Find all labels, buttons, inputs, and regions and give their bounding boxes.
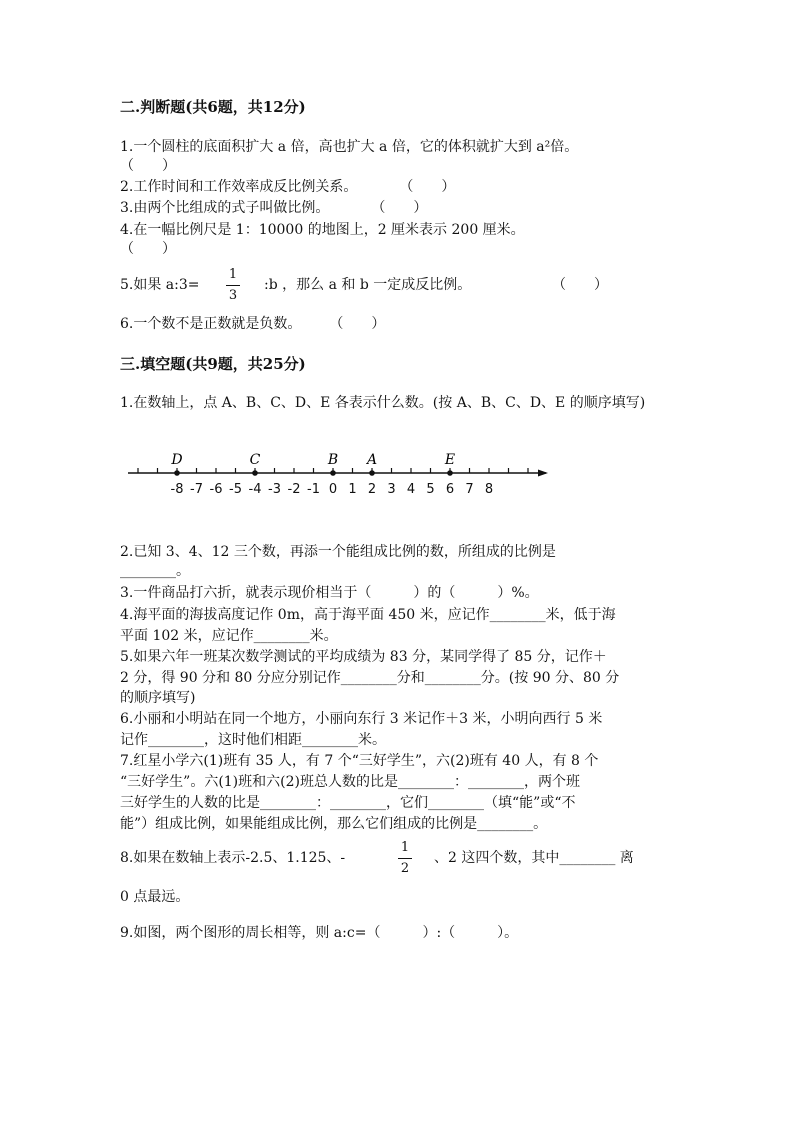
- fill-q4-line2: 平面 102 米，应记作________米。: [120, 628, 338, 644]
- point-e: [447, 470, 453, 476]
- judge-q3: 3.由两个比组成的式子叫做比例。 （ ）: [120, 200, 428, 216]
- judge-q5-suffix: :b ，那么 a 和 b 一定成反比例。: [264, 277, 472, 293]
- tick-label: 7: [465, 482, 474, 497]
- tick-label: -5: [229, 482, 242, 497]
- fraction-denominator: 3: [228, 288, 238, 303]
- fill-q2-line1: 2.已知 3、4、12 三个数，再添一个能组成比例的数，所组成的比例是: [120, 544, 556, 560]
- judge-q4-line1: 4.在一幅比例尺是 1：10000 的地图上，2 厘米表示 200 厘米。: [120, 222, 525, 238]
- fill-q1: 1.在数轴上，点 A、B、C、D、E 各表示什么数。(按 A、B、C、D、E 的顺序填写): [120, 395, 646, 411]
- fraction-numerator: 1: [400, 840, 410, 855]
- fraction-bar: [226, 285, 240, 286]
- judge-q2: 2.工作时间和工作效率成反比例关系。 （ ）: [120, 179, 456, 195]
- tick-label: 8: [484, 482, 494, 497]
- tick-label: 6: [445, 482, 455, 497]
- judge-q6: 6.一个数不是正数就是负数。 （ ）: [120, 316, 386, 332]
- tick-label: 4: [406, 482, 416, 497]
- point-label-d: D: [171, 452, 183, 468]
- section-2-title: 二.判断题(共6题，共12分): [120, 98, 306, 116]
- judge-q5-prefix: 5.如果 a:3=: [120, 277, 200, 293]
- number-line-arrow: [538, 470, 548, 477]
- fraction-bar: [398, 858, 412, 859]
- fill-q6-line2: 记作________，这时他们相距________米。: [120, 732, 386, 748]
- fraction-numerator: 1: [228, 267, 238, 282]
- fill-q8-suffix: 、2 这四个数，其中________ 离: [434, 850, 634, 866]
- judge-q1-answer-paren[interactable]: （ ）: [120, 158, 176, 174]
- fraction-denominator: 2: [400, 861, 410, 876]
- tick-label: -6: [209, 482, 223, 497]
- fill-q5-line3: 的顺序填写): [120, 690, 196, 706]
- point-label-a: A: [366, 452, 378, 468]
- point-label-b: B: [327, 452, 339, 468]
- fill-q5-line1: 5.如果六年一班某次数学测试的平均成绩为 83 分，某同学得了 85 分，记作＋: [120, 649, 607, 665]
- fill-q5-line2: 2 分，得 90 分和 80 分应分别记作________分和________分。(按 90 分、80 分: [120, 670, 620, 686]
- tick-label: 1: [348, 482, 357, 497]
- tick-label: -1: [307, 482, 320, 497]
- tick-label: -8: [170, 482, 184, 497]
- point-a: [369, 470, 375, 476]
- fill-q7-line2: “三好学生”。六(1)班和六(2)班总人数的比是________：________，两个班: [120, 774, 580, 790]
- point-label-e: E: [444, 452, 456, 468]
- tick-label: 5: [426, 482, 435, 497]
- fill-q9: 9.如图，两个图形的周长相等，则 a:c=（ ）:（ ）。: [120, 925, 519, 941]
- point-b: [330, 470, 336, 476]
- fill-q2-blank[interactable]: ________。: [120, 563, 190, 579]
- point-label-c: C: [249, 452, 261, 468]
- tick-label: -7: [190, 482, 203, 497]
- tick-label: -4: [248, 482, 262, 497]
- fill-q8-fraction: [398, 841, 412, 876]
- fill-q7-line4: 能”）组成比例，如果能组成比例，那么它们组成的比例是________。: [120, 816, 548, 832]
- fill-q4-line1: 4.海平面的海拔高度记作 0m，高于海平面 450 米，应记作________米，低于海: [120, 607, 616, 623]
- tick-label: -2: [287, 482, 301, 497]
- tick-label: 0: [328, 482, 338, 497]
- fill-q7-line3: 三好学生的人数的比是________：________，它们________（填“能”或“不: [120, 795, 576, 811]
- judge-q5-fraction: [226, 268, 240, 303]
- tick-label: -3: [268, 482, 281, 497]
- section-3-title: 三.填空题(共9题，共25分): [120, 355, 306, 373]
- number-line: [120, 450, 560, 506]
- tick-label: 2: [367, 482, 377, 497]
- fill-q8-prefix: 8.如果在数轴上表示-2.5、1.125、-: [120, 850, 346, 866]
- tick-label: 3: [387, 482, 396, 497]
- fill-q7-line1: 7.红星小学六(1)班有 35 人，有 7 个“三好学生”，六(2)班有 40 人，有 8 个: [120, 753, 599, 769]
- point-c: [252, 470, 258, 476]
- fill-q8-line2: 0 点最远。: [120, 889, 190, 905]
- judge-q5-answer-paren[interactable]: （ ）: [552, 277, 608, 293]
- fill-q6-line1: 6.小丽和小明站在同一个地方，小丽向东行 3 米记作＋3 米，小明向西行 5 米: [120, 711, 603, 727]
- point-d: [174, 470, 180, 476]
- fill-q3: 3.一件商品打六折，就表示现价相当于（ ）的（ ）%。: [120, 585, 539, 601]
- judge-q4-answer-paren[interactable]: （ ）: [120, 241, 176, 257]
- judge-q1-line1: 1.一个圆柱的底面积扩大 a 倍，高也扩大 a 倍，它的体积就扩大到 a²倍。: [120, 139, 579, 155]
